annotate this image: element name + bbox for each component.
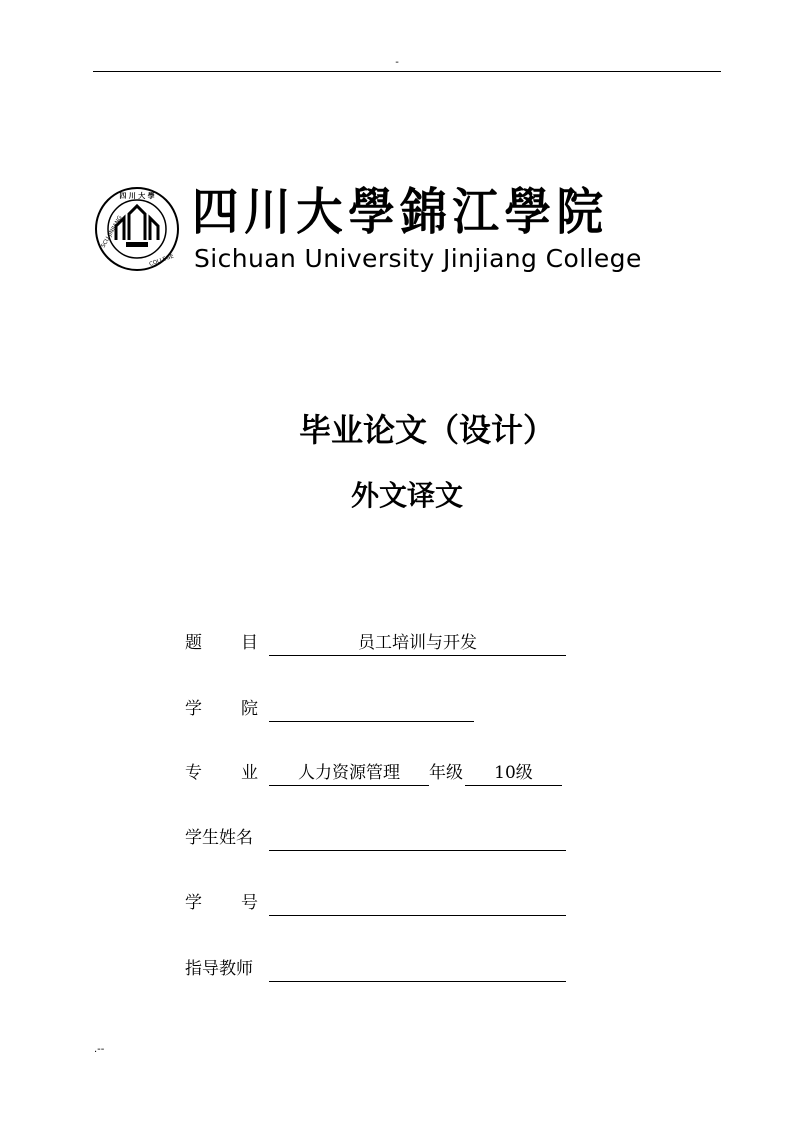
thesis-title: 毕业论文（设计） [298,411,555,449]
student-id-field[interactable] [269,891,566,916]
svg-text:SCU JINJIANG: SCU JINJIANG [100,214,124,249]
college-seal-icon [94,186,180,272]
topic-field[interactable]: 员工培训与开发 [269,631,566,656]
grade-field[interactable]: 10级 [465,761,562,786]
grade-label: 年级 [429,763,463,783]
advisor-field[interactable] [269,957,566,982]
advisor-label: 指导教师 [185,959,253,979]
college-field[interactable] [269,697,474,722]
college-logo [94,180,654,280]
college-name-english: Sichuan University Jinjiang College [194,244,642,273]
svg-text:四 川 大 學: 四 川 大 學 [119,192,155,200]
translation-subtitle: 外文译文 [350,479,463,512]
student-name-label: 学生姓名 [185,828,253,848]
header-mark: - [395,57,399,68]
svg-text:COLLEGE: COLLEGE [148,253,175,268]
major-field[interactable]: 人力资源管理 [269,761,429,786]
footer-mark: .-- [94,1044,105,1055]
header-rule [93,71,721,72]
college-name-chinese: 四川大學錦江學院 [192,182,609,241]
student-name-field[interactable] [269,826,566,851]
